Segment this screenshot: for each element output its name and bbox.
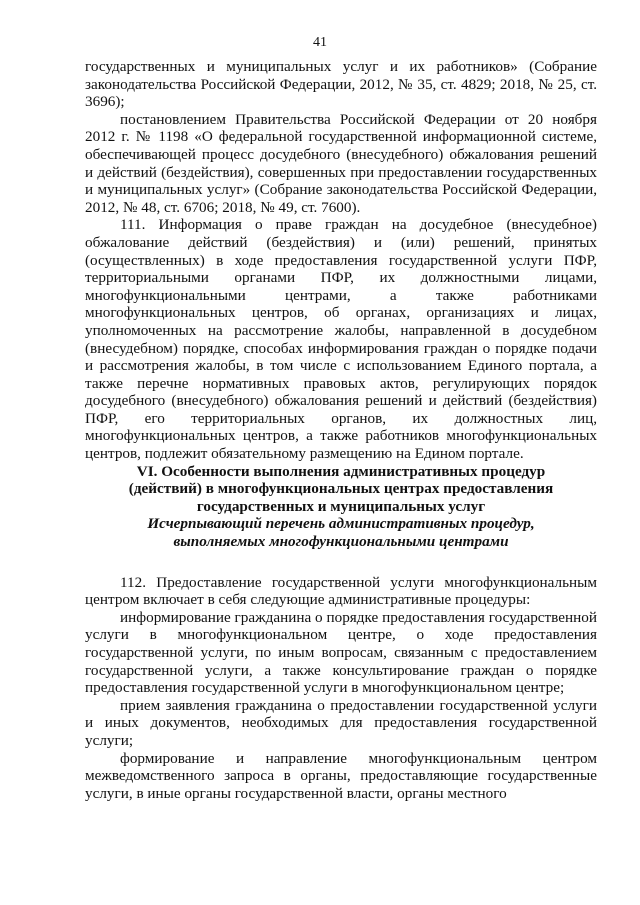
document-body xyxy=(85,58,597,802)
paragraph-interagency-request: формирование и направление многофункциональным центром межведомственного запроса в органы, предоставляющие государственные услуги, в иные органы государственной власти, органы местного xyxy=(85,749,597,802)
paragraph-government-resolution: постановлением Правительства Российской Федерации от 20 ноября 2012 г. № 1198 «О федеральной государственной информационной системе, обеспечивающей процесс досудебного (внесудебного) обжалования решений и действий (бездействия), совершенных при предоставлении государственных и муниципальных услуг» (Собрание законодательства Российской Федерации, 2012, № 48, ст. 6706; 2018, № 49, ст. 7600). xyxy=(85,110,597,216)
paragraph-application-intake: прием заявления гражданина о предоставлении государственной услуги и иных документов, необходимых для предоставления государственной услуги; xyxy=(85,696,597,749)
section-heading: VI. Особенности выполнения административных процедур (действий) в многофункциональных центрах предоставления государственных и муниципальных услуг xyxy=(128,462,554,515)
paragraph-111: 111. Информация о праве граждан на досудебное (внесудебное) обжалование действий (бездействия) и (или) решений, принятых (осуществленных) в ходе предоставления государственной услуги ПФР, территориальными органами ПФР, их должностными лицами, многофункциональными центрами, а также работниками многофункциональных центров, об органах, организациях и лицах, уполномоченных на рассмотрение жалобы, направленной в досудебном (внесудебном) порядке, способах информирования граждан о порядке подачи и рассмотрения жалобы, в том числе с использованием Единого портала, а также перечне нормативных правовых актов, регулирующих порядок досудебного (внесудебного) обжалования решений и действий (бездействия) ПФР, его территориальных органов, их должностных лиц, многофункциональных центров, а также работников многофункциональных центров, подлежит обязательному размещению на Едином портале. xyxy=(85,216,597,463)
paragraph-informing-citizen: информирование гражданина о порядке предоставления государственной услуги в многофункциональном центре, о ходе предоставления государственной услуги, по иным вопросам, связанным с предоставлением государственной услуги, а также консультирование граждан о порядке предоставления государственной услуги в многофункциональном центре; xyxy=(85,608,597,697)
page-number: 41 xyxy=(313,35,327,50)
paragraph-112: 112. Предоставление государственной услуги многофункциональным центром включает в себя следующие административные процедуры: xyxy=(85,573,597,609)
paragraph-legal-reference-continuation: государственных и муниципальных услуг и их работников» (Собрание законодательства Российской Федерации, 2012, № 35, ст. 4829; 2018, № 25, ст. 3696); xyxy=(85,58,597,111)
subsection-heading: Исчерпывающий перечень административных процедур, выполняемых многофункциональными центрами xyxy=(147,515,535,551)
